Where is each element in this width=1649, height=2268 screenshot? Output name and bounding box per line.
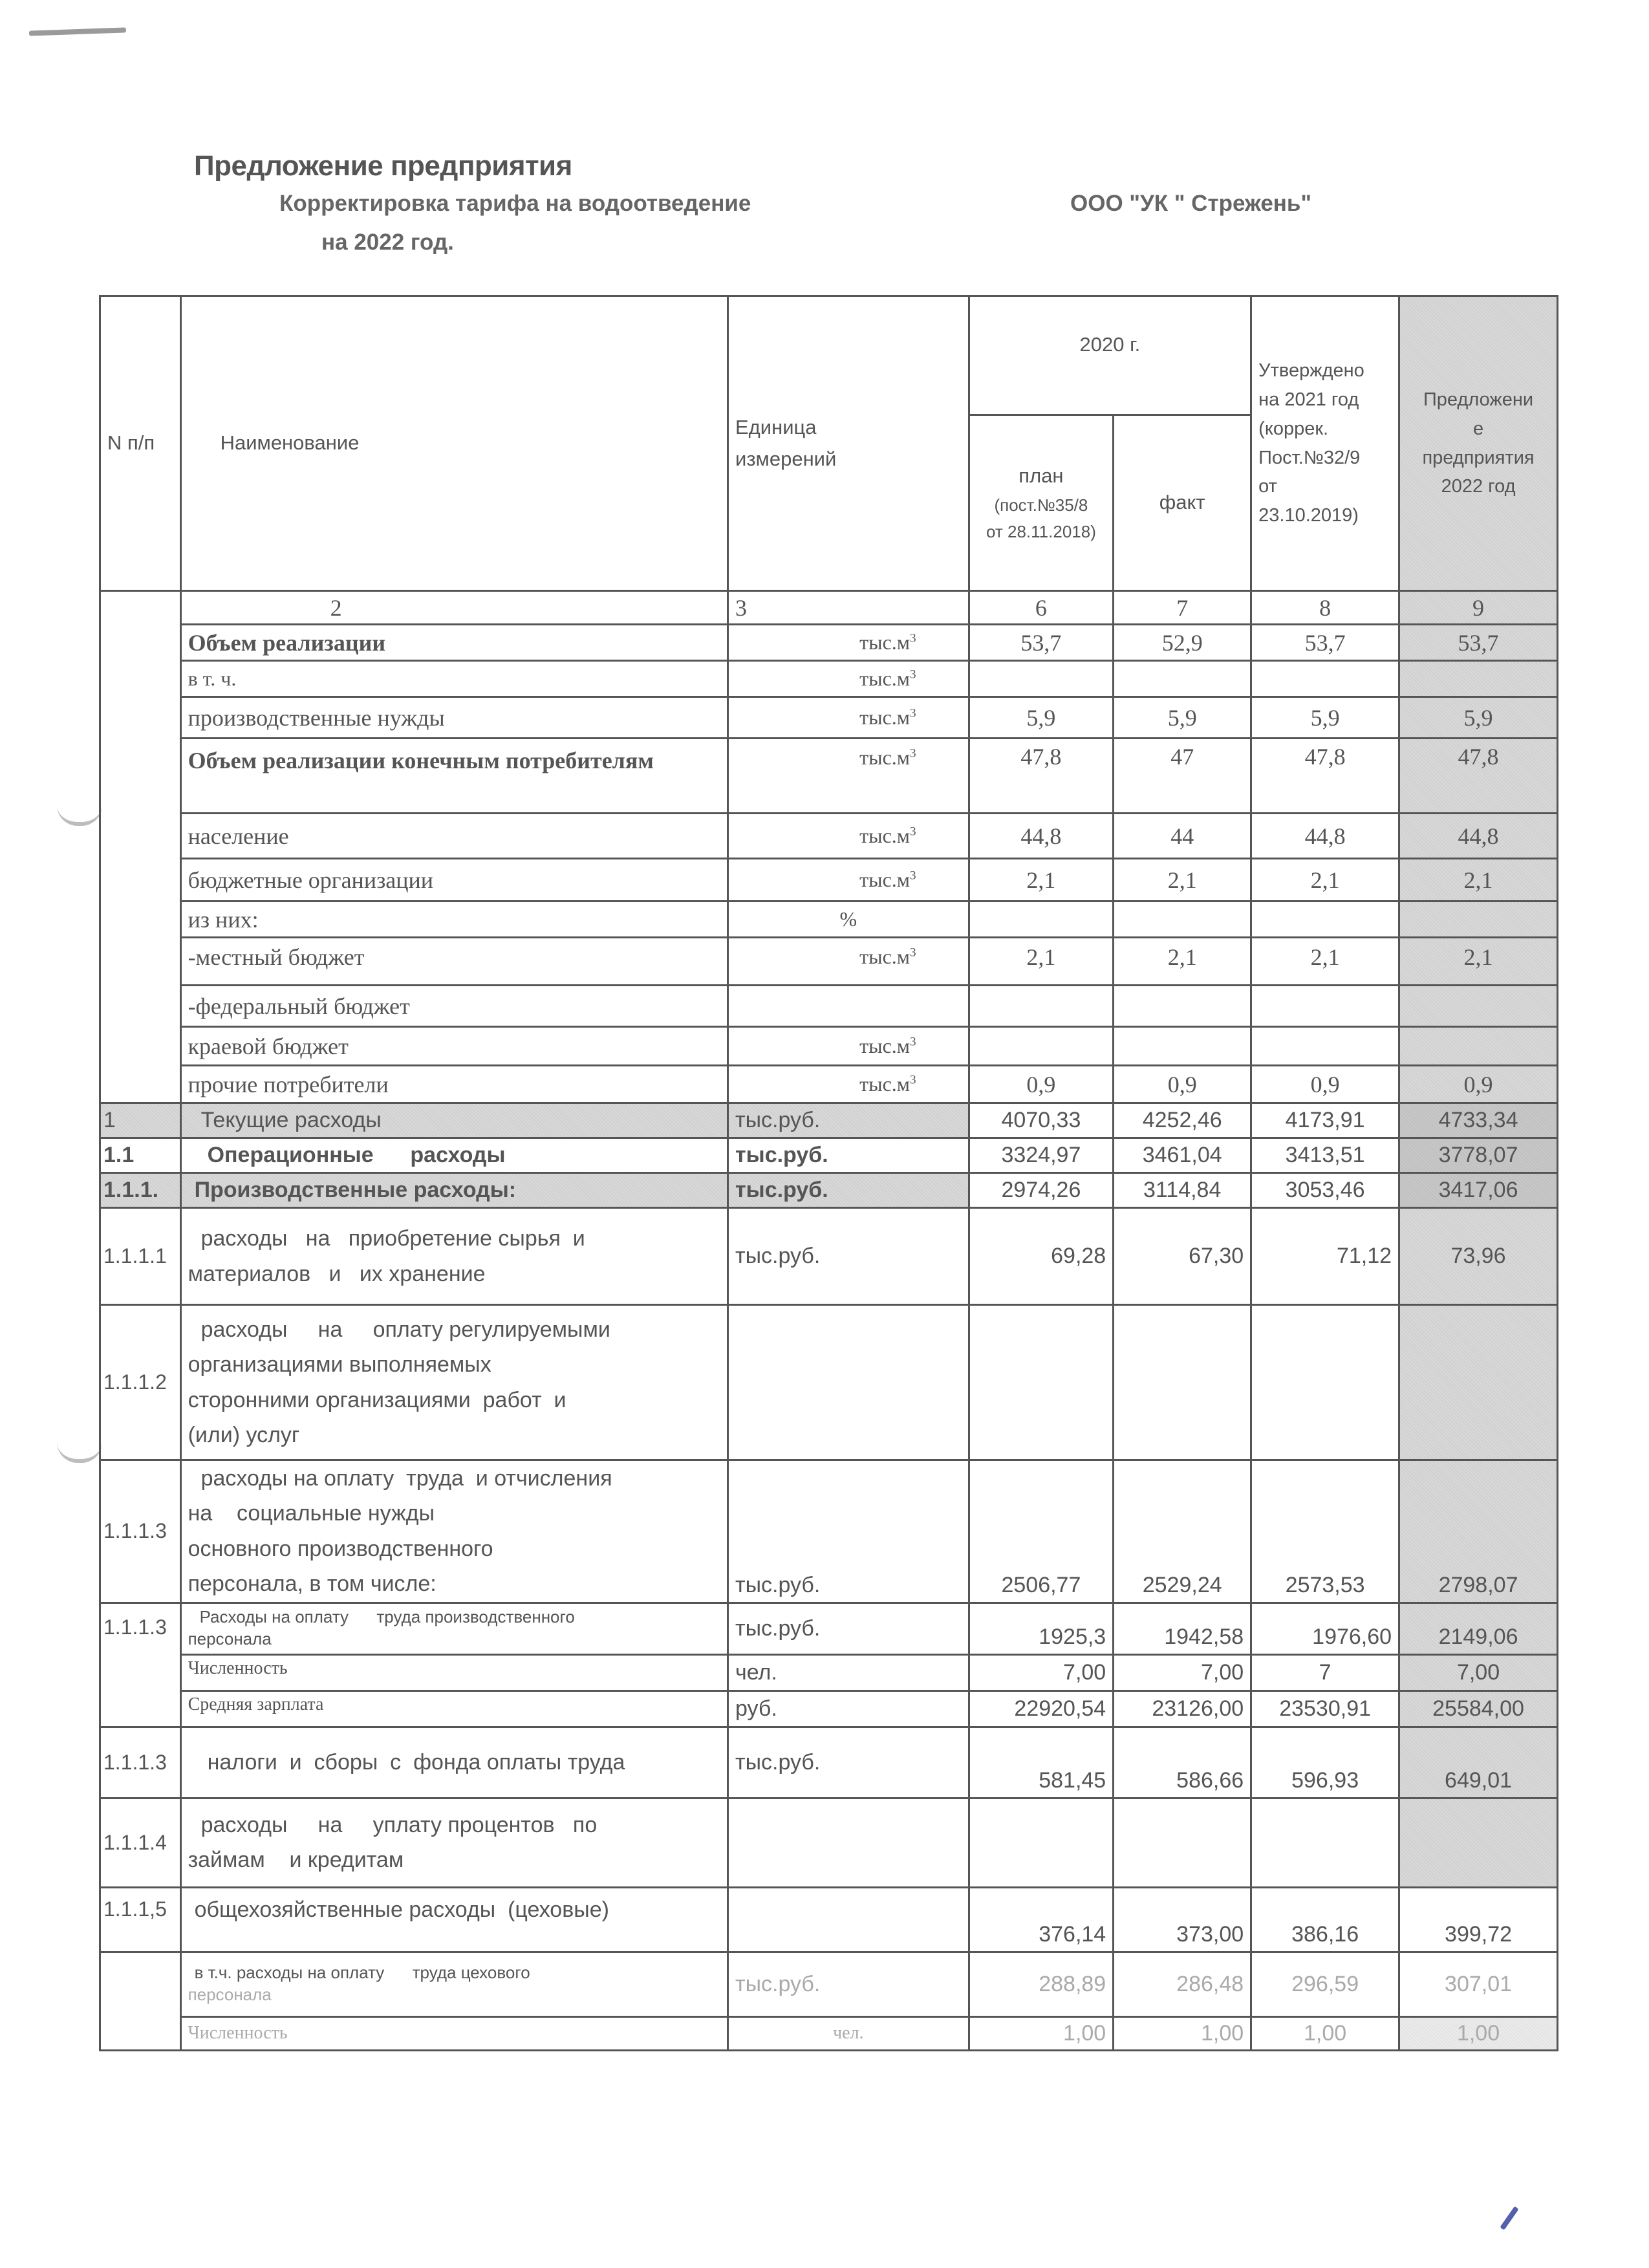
row-plan: 5,9 [969, 697, 1114, 739]
row-proposal: 2,1 [1399, 938, 1558, 986]
row-plan: 2,1 [969, 859, 1114, 902]
table-row [100, 739, 1558, 814]
row-proposal [1399, 1305, 1558, 1460]
row-name: общехозяйственные расходы (цеховые) [180, 1887, 727, 1952]
row-unit: чел. [728, 2016, 969, 2050]
row-proposal: 2,1 [1399, 859, 1558, 902]
row-plan: 1,00 [969, 2016, 1114, 2050]
table-row [100, 1690, 1558, 1727]
row-fact: 5,9 [1114, 697, 1251, 739]
row-unit [728, 1887, 969, 1952]
row-approved: 3053,46 [1251, 1173, 1399, 1208]
row-fact: 1942,58 [1114, 1603, 1251, 1654]
row-proposal: 53,7 [1399, 625, 1558, 661]
row-approved: 386,16 [1251, 1887, 1399, 1952]
row-proposal: 25584,00 [1399, 1690, 1558, 1727]
row-proposal: 7,00 [1399, 1654, 1558, 1690]
row-name: в т.ч. расходы на оплату труда цехового персонала [180, 1952, 727, 2016]
row-unit: тыс.руб. [728, 1173, 969, 1208]
col-header-unit: Единица измерений [728, 296, 969, 591]
scan-artifact-line [29, 27, 126, 36]
row-plan: 0,9 [969, 1066, 1114, 1103]
document-subtitle: Корректировка тарифа на водоотведение [279, 191, 751, 216]
row-approved: 23530,91 [1251, 1690, 1399, 1727]
row-proposal: 3417,06 [1399, 1173, 1558, 1208]
row-fact: 4252,46 [1114, 1103, 1251, 1138]
row-plan: 69,28 [969, 1208, 1114, 1305]
row-name: из них: [180, 902, 727, 938]
row-unit [728, 1305, 969, 1460]
row-fact [1114, 661, 1251, 697]
table-row [100, 1727, 1558, 1798]
row-approved: 53,7 [1251, 625, 1399, 661]
index-cell: 6 [969, 591, 1114, 625]
row-approved [1251, 1798, 1399, 1887]
row-approved: 4173,91 [1251, 1103, 1399, 1138]
row-plan: 3324,97 [969, 1138, 1114, 1173]
table-row [100, 1887, 1558, 1952]
row-approved: 3413,51 [1251, 1138, 1399, 1173]
table-row [100, 697, 1558, 739]
row-name: -федеральный бюджет [180, 986, 727, 1027]
row-num: 1.1.1. [100, 1173, 181, 1208]
row-unit: тыс.руб. [728, 1603, 969, 1654]
table-row [100, 1798, 1558, 1887]
row-proposal: 5,9 [1399, 697, 1558, 739]
row-name: бюджетные организации [180, 859, 727, 902]
row-plan: 1925,3 [969, 1603, 1114, 1654]
col-header-approved-2021: Утверждено на 2021 год (коррек. Пост.№32/9 от 23.10.2019) [1251, 296, 1399, 591]
row-plan: 2,1 [969, 938, 1114, 986]
row-proposal: 0,9 [1399, 1066, 1558, 1103]
row-fact: 2,1 [1114, 938, 1251, 986]
row-fact: 52,9 [1114, 625, 1251, 661]
row-name: население [180, 814, 727, 859]
row-name: -местный бюджет [180, 938, 727, 986]
row-plan: 47,8 [969, 739, 1114, 814]
row-fact: 1,00 [1114, 2016, 1251, 2050]
row-plan [969, 1027, 1114, 1066]
row-name: Объем реализации [180, 625, 727, 661]
row-approved [1251, 902, 1399, 938]
row-name: Объем реализации конечным потребителям [180, 739, 727, 814]
row-unit: $тыс.м^3$ [728, 859, 969, 902]
row-plan [969, 1305, 1114, 1460]
row-plan [969, 1798, 1114, 1887]
row-proposal [1399, 1798, 1558, 1887]
row-plan: 22920,54 [969, 1690, 1114, 1727]
table-row [100, 1027, 1558, 1066]
row-name: Текущие расходы [180, 1103, 727, 1138]
row-fact: 286,48 [1114, 1952, 1251, 2016]
row-proposal: 1,00 [1399, 2016, 1558, 2050]
row-proposal [1399, 1027, 1558, 1066]
index-cell: 8 [1251, 591, 1399, 625]
col-header-plan: план (пост.№35/8 от 28.11.2018) [969, 415, 1114, 591]
row-unit: $тыс.м^3$ [728, 625, 969, 661]
row-unit: $тыс.м^3$ [728, 697, 969, 739]
row-name: Численность [180, 2016, 727, 2050]
table-row [100, 661, 1558, 697]
row-plan: 2506,77 [969, 1460, 1114, 1603]
row-unit: $тыс.м^3$ [728, 661, 969, 697]
row-num: 1.1 [100, 1138, 181, 1173]
row-fact: 586,66 [1114, 1727, 1251, 1798]
table-row [100, 1138, 1558, 1173]
row-approved: 1,00 [1251, 2016, 1399, 2050]
row-num: 1.1.1.3 [100, 1460, 181, 1603]
row-unit: $тыс.м^3$ [728, 814, 969, 859]
row-name: производственные нужды [180, 697, 727, 739]
index-row [100, 591, 1558, 625]
row-proposal: 47,8 [1399, 739, 1558, 814]
row-fact: 23126,00 [1114, 1690, 1251, 1727]
row-proposal: 3778,07 [1399, 1138, 1558, 1173]
row-fact [1114, 1027, 1251, 1066]
row-plan: 288,89 [969, 1952, 1114, 2016]
punch-hole [57, 1442, 102, 1463]
row-approved: 296,59 [1251, 1952, 1399, 2016]
table-row [100, 1066, 1558, 1103]
row-proposal: 399,72 [1399, 1887, 1558, 1952]
row-plan: 4070,33 [969, 1103, 1114, 1138]
document-title: Предложение предприятия [194, 150, 572, 182]
row-approved: 0,9 [1251, 1066, 1399, 1103]
row-approved: 2573,53 [1251, 1460, 1399, 1603]
index-cell: 2 [180, 591, 727, 625]
row-approved: 47,8 [1251, 739, 1399, 814]
table-row [100, 1654, 1558, 1690]
header-row [100, 296, 1558, 415]
row-fact [1114, 986, 1251, 1027]
row-fact: 3114,84 [1114, 1173, 1251, 1208]
row-proposal: 2798,07 [1399, 1460, 1558, 1603]
row-fact: 2,1 [1114, 859, 1251, 902]
row-fact: 3461,04 [1114, 1138, 1251, 1173]
company-name: ООО "УК " Стрежень" [1070, 191, 1312, 216]
row-fact: 0,9 [1114, 1066, 1251, 1103]
row-unit: тыс.руб. [728, 1727, 969, 1798]
row-approved: 5,9 [1251, 697, 1399, 739]
row-plan [969, 661, 1114, 697]
row-num: 1.1.1.2 [100, 1305, 181, 1460]
row-unit: тыс.руб. [728, 1208, 969, 1305]
punch-hole [57, 805, 102, 826]
row-name: расходы на оплату труда и отчисления на социальные нужды основного производственного персонала, в том числе: [180, 1460, 727, 1603]
row-approved: 1976,60 [1251, 1603, 1399, 1654]
row-approved [1251, 1027, 1399, 1066]
table-row [100, 1103, 1558, 1138]
row-plan: 581,45 [969, 1727, 1114, 1798]
row-unit: тыс.руб. [728, 1460, 969, 1603]
row-plan: 376,14 [969, 1887, 1114, 1952]
row-num: 1.1.1.3 [100, 1727, 181, 1798]
table-row [100, 902, 1558, 938]
row-proposal [1399, 902, 1558, 938]
col-header-name: Наименование [180, 296, 727, 591]
row-proposal: 73,96 [1399, 1208, 1558, 1305]
row-num: 1.1.1,5 [100, 1887, 181, 1952]
row-fact: 2529,24 [1114, 1460, 1251, 1603]
row-plan [969, 902, 1114, 938]
table-row [100, 814, 1558, 859]
row-plan: 2974,26 [969, 1173, 1114, 1208]
row-proposal: 44,8 [1399, 814, 1558, 859]
row-unit [728, 986, 969, 1027]
index-cell: 3 [728, 591, 969, 625]
row-unit: тыс.руб. [728, 1138, 969, 1173]
row-name: Операционные расходы [180, 1138, 727, 1173]
row-name: налоги и сборы с фонда оплаты труда [180, 1727, 727, 1798]
row-name: прочие потребители [180, 1066, 727, 1103]
row-plan: 53,7 [969, 625, 1114, 661]
row-approved: 44,8 [1251, 814, 1399, 859]
pen-mark [1500, 2206, 1518, 2230]
row-approved: 71,12 [1251, 1208, 1399, 1305]
row-name: Производственные расходы: [180, 1173, 727, 1208]
row-approved [1251, 986, 1399, 1027]
row-unit: чел. [728, 1654, 969, 1690]
table-row [100, 1460, 1558, 1603]
table-row [100, 1603, 1558, 1654]
table-row [100, 1173, 1558, 1208]
col-header-proposal-2022: Предложени е предприятия 2022 год [1399, 296, 1558, 591]
row-num: 1.1.1.3 [100, 1603, 181, 1727]
col-header-2020: 2020 г. [969, 296, 1251, 415]
table-row [100, 938, 1558, 986]
row-proposal: 2149,06 [1399, 1603, 1558, 1654]
row-unit: $тыс.м^3$ [728, 739, 969, 814]
table-row [100, 859, 1558, 902]
num-cell-empty [100, 591, 181, 1103]
row-unit: $тыс.м^3$ [728, 938, 969, 986]
index-cell: 7 [1114, 591, 1251, 625]
table-row [100, 986, 1558, 1027]
row-name: в т. ч. [180, 661, 727, 697]
row-approved: 2,1 [1251, 859, 1399, 902]
row-fact: 44 [1114, 814, 1251, 859]
row-proposal [1399, 661, 1558, 697]
row-proposal [1399, 986, 1558, 1027]
table-row [100, 625, 1558, 661]
row-num: 1.1.1.1 [100, 1208, 181, 1305]
num-cell-empty [100, 1952, 181, 2050]
row-num: 1 [100, 1103, 181, 1138]
row-unit: $тыс.м^3$ [728, 1027, 969, 1066]
row-num: 1.1.1.4 [100, 1798, 181, 1887]
row-approved: 7 [1251, 1654, 1399, 1690]
row-unit: тыс.руб. [728, 1103, 969, 1138]
row-plan [969, 986, 1114, 1027]
row-unit: тыс.руб. [728, 1952, 969, 2016]
row-name: Расходы на оплату труда производственного персонала [180, 1603, 727, 1654]
table-row [100, 1305, 1558, 1460]
row-name: Численность [180, 1654, 727, 1690]
row-approved [1251, 1305, 1399, 1460]
row-plan: 44,8 [969, 814, 1114, 859]
row-proposal: 4733,34 [1399, 1103, 1558, 1138]
col-header-fact: факт [1114, 415, 1251, 591]
row-proposal: 649,01 [1399, 1727, 1558, 1798]
col-header-num: N п/п [100, 296, 181, 591]
row-unit: $тыс.м^3$ [728, 1066, 969, 1103]
document-year: на 2022 год. [321, 230, 454, 255]
row-fact: 67,30 [1114, 1208, 1251, 1305]
row-fact: 47 [1114, 739, 1251, 814]
row-plan: 7,00 [969, 1654, 1114, 1690]
row-name: расходы на уплату процентов по займам и кредитам [180, 1798, 727, 1887]
row-approved [1251, 661, 1399, 697]
row-name: Средняя зарплата [180, 1690, 727, 1727]
row-name: расходы на оплату регулируемыми организациями выполняемых сторонними организациями работ и (или) услуг [180, 1305, 727, 1460]
row-unit: руб. [728, 1690, 969, 1727]
row-proposal: 307,01 [1399, 1952, 1558, 2016]
row-approved: 596,93 [1251, 1727, 1399, 1798]
row-name: расходы на приобретение сырья и материалов и их хранение [180, 1208, 727, 1305]
row-approved: 2,1 [1251, 938, 1399, 986]
table-row [100, 1952, 1558, 2016]
row-fact [1114, 1305, 1251, 1460]
row-fact: 7,00 [1114, 1654, 1251, 1690]
tariff-table [99, 295, 1558, 2051]
row-fact [1114, 902, 1251, 938]
index-cell: 9 [1399, 591, 1558, 625]
table-row [100, 2016, 1558, 2050]
row-unit: % [728, 902, 969, 938]
row-fact: 373,00 [1114, 1887, 1251, 1952]
row-fact [1114, 1798, 1251, 1887]
row-unit [728, 1798, 969, 1887]
table-row [100, 1208, 1558, 1305]
row-name: краевой бюджет [180, 1027, 727, 1066]
